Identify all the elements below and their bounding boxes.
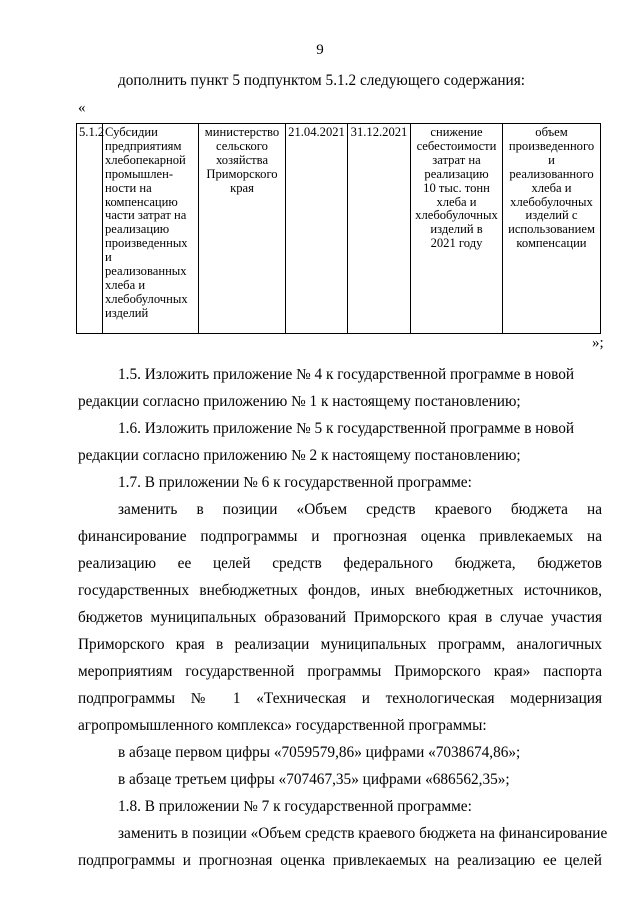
cell-line: хлеба и bbox=[531, 180, 572, 195]
cell-end-date: 31.12.2021 bbox=[348, 124, 411, 334]
paragraph-line: заменить в позиции «Объем средств краевого бюджета на финансирование bbox=[118, 825, 608, 842]
paragraph-line: мероприятиям государственной программы Приморского края» паспорта bbox=[78, 663, 602, 680]
cell-line: хозяйства bbox=[215, 152, 269, 167]
cell-line: компенсацию bbox=[105, 194, 178, 209]
paragraph-line: финансирование подпрограммы и прогнозная оценка привлекаемых на bbox=[78, 528, 602, 545]
paragraph-line: агропромышленного комплекса» государственной программы: bbox=[78, 717, 487, 734]
cell-line: снижение bbox=[430, 125, 483, 139]
table-row bbox=[77, 124, 601, 334]
cell-line: затрат на bbox=[432, 152, 481, 167]
cell-line: объем bbox=[535, 125, 568, 139]
cell-line: изделий bbox=[105, 305, 149, 320]
paragraph-line: подпрограммы № 1 «Техническая и технологическая модернизация bbox=[78, 690, 602, 707]
cell-line: части затрат на bbox=[105, 208, 187, 223]
paragraph-line: реализацию ее целей средств федерального бюджета, бюджетов bbox=[78, 555, 602, 572]
cell-line: Субсидии bbox=[105, 125, 158, 139]
cell-line: себестоимости bbox=[416, 138, 497, 153]
paragraph-line: бюджетов муниципальных образований Приморского края в случае участия bbox=[78, 609, 602, 626]
subsidy-table bbox=[76, 123, 601, 334]
cell-line: изделий с bbox=[525, 208, 578, 223]
cell-line: предприятиям bbox=[105, 138, 182, 153]
item-1-6-line-1: 1.6. Изложить приложение № 5 к государственной программе в новой bbox=[118, 420, 575, 437]
cell-line: хлебобулочных bbox=[105, 291, 188, 306]
cell-line: произведенного и bbox=[508, 138, 595, 167]
cell-executor bbox=[199, 124, 286, 334]
intro-text: дополнить пункт 5 подпунктом 5.1.2 следующего содержания: bbox=[118, 72, 526, 89]
cell-line: Приморского bbox=[206, 166, 278, 181]
page-number: 9 bbox=[316, 42, 324, 58]
cell-line: и bbox=[105, 250, 112, 265]
cell-line: министерство bbox=[204, 125, 280, 139]
item-1-7-heading: 1.7. В приложении № 6 к государственной программе: bbox=[118, 474, 472, 491]
cell-line: хлебобулочных bbox=[510, 194, 593, 209]
cell-line: хлебопекарной bbox=[105, 152, 186, 167]
item-1-5-line-1: 1.5. Изложить приложение № 4 к государственной программе в новой bbox=[118, 366, 575, 383]
cell-line: промышлен- bbox=[105, 166, 174, 181]
open-quote: « bbox=[78, 100, 86, 116]
paragraph-line: заменить в позиции «Объем средств краевого бюджета на bbox=[118, 501, 602, 518]
cell-line: реализацию bbox=[424, 166, 489, 181]
paragraph-line: подпрограммы и прогнозная оценка привлекаемых на реализацию ее целей bbox=[78, 852, 602, 869]
paragraph-line: Приморского края в реализации муниципальных программ, аналогичных bbox=[78, 636, 602, 653]
item-1-5-line-2: редакции согласно приложению № 1 к настоящему постановлению; bbox=[78, 393, 521, 410]
cell-start-date: 21.04.2021 bbox=[286, 124, 348, 334]
cell-line: 10 тыс. тонн bbox=[423, 180, 490, 195]
cell-line: реализацию bbox=[105, 222, 170, 237]
cell-line: изделий в bbox=[430, 222, 483, 237]
cell-result bbox=[411, 124, 503, 334]
cell-line: реализованного bbox=[509, 166, 594, 181]
cell-line: края bbox=[230, 180, 254, 195]
cell-line: 2021 году bbox=[430, 236, 483, 251]
cell-line: хлебобулочных bbox=[415, 208, 498, 223]
cell-number: 5.1.2 bbox=[77, 124, 103, 334]
close-quote: »; bbox=[592, 335, 604, 351]
paragraph-line: государственных внебюджетных фондов, иных внебюджетных источников, bbox=[78, 582, 602, 599]
cell-line: сельского bbox=[216, 138, 268, 153]
item-1-8-heading: 1.8. В приложении № 7 к государственной программе: bbox=[118, 798, 472, 815]
cell-line: ности на bbox=[105, 180, 152, 195]
cell-line: хлеба и bbox=[105, 277, 146, 292]
cell-line: произведенных bbox=[105, 236, 188, 251]
cell-measure bbox=[103, 124, 199, 334]
cell-line: компенсации bbox=[516, 236, 587, 251]
paragraph-line: в абзаце третьем цифры «707467,35» цифрами «686562,35»; bbox=[118, 771, 510, 788]
cell-line: хлеба и bbox=[436, 194, 477, 209]
item-1-6-line-2: редакции согласно приложению № 2 к настоящему постановлению; bbox=[78, 447, 521, 464]
cell-indicator bbox=[503, 124, 601, 334]
cell-line: использованием bbox=[508, 222, 595, 237]
paragraph-line: в абзаце первом цифры «7059579,86» цифрами «7038674,86»; bbox=[118, 744, 521, 761]
cell-line: реализованных bbox=[105, 264, 187, 279]
